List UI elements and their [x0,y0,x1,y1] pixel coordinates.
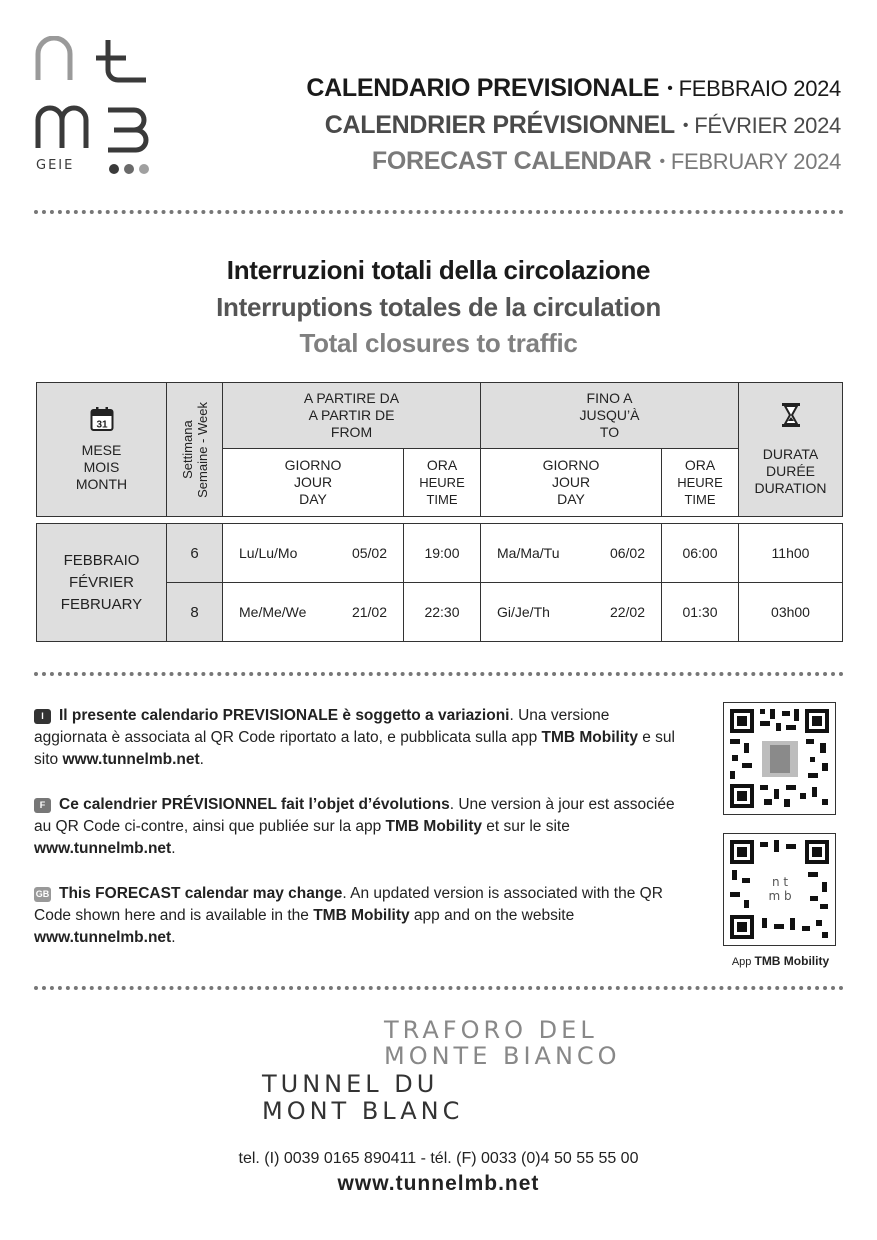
note-en-bold: This FORECAST calendar may change [59,885,343,902]
note-en-app: TMB Mobility [313,907,410,924]
from-header-it: A PARTIRE DA [303,390,400,406]
badge-fr: F [34,798,51,813]
to-time-cell: 06:00 [662,524,739,583]
dotted-divider [34,986,844,990]
note-fr-text2: et sur le site [481,818,570,835]
to-header-en: TO [599,424,620,440]
from-time-header [404,449,481,517]
time-header-en: TIME [426,492,458,507]
to-header-it: FINO A [586,390,633,406]
to-header-cell [481,383,739,449]
header-en-title: FORECAST CALENDAR [371,147,652,175]
brand-line-1: TRAFORO DEL [384,1016,598,1044]
time-header-fr: HEURE [677,475,723,490]
from-day: Me/Me/We [239,603,307,620]
note-fr-site-link[interactable]: www.tunnelmb.net [34,840,172,857]
table-row [37,524,843,583]
time-header-it: ORA [684,457,716,473]
month-it: FEBBRAIO [63,551,140,569]
header-bullet: • [682,117,689,134]
from-header-en: FROM [330,424,373,440]
to-day: Ma/Ma/Tu [497,544,560,561]
from-time-cell: 19:00 [404,524,481,583]
duration-cell: 03h00 [739,583,843,642]
geie-label: GEIE [36,158,75,173]
to-time-header [662,449,739,517]
duration-header-it: DURATA [762,446,819,462]
app-name: TMB Mobility [754,954,830,968]
month-cell [37,524,167,642]
duration-header-en: DURATION [754,480,827,496]
duration-cell: 11h00 [739,524,843,583]
day-header-fr: JOUR [293,474,333,490]
header-title-fr [325,111,841,140]
note-fr-text: . Une version à jour est associée au QR Code ci-contre, ainsi que publiée sur la app [34,796,675,835]
from-day-cell [223,524,404,583]
from-header-fr: A PARTIR DE [308,407,395,423]
to-time-cell: 01:30 [662,583,739,642]
day-header-it: GIORNO [284,457,342,473]
header-it-period: FEBBRAIO 2024 [678,76,841,101]
from-day-header [223,449,404,517]
header-fr-period: FÉVRIER 2024 [694,113,841,138]
badge-it: I [34,709,51,724]
time-header-fr: HEURE [419,475,465,490]
badge-en: GB [34,887,51,902]
dotted-divider [34,672,844,676]
footer-website-link[interactable]: www.tunnelmb.net [337,1172,540,1195]
note-it-text2: e sul sito [34,729,676,768]
note-en-text: . An updated version is associated with the QR Code shown here and is available in the [34,885,663,924]
time-header-en: TIME [684,492,716,507]
month-fr: FÉVRIER [68,573,134,591]
duration-header-cell [739,383,843,517]
header-en-period: FEBRUARY 2024 [670,149,841,174]
month-header-it: MESE [81,442,122,458]
header-bullet: • [659,153,665,170]
note-fr-bold: Ce calendrier PRÉVISIONNEL fait l’objet d’évolutions [59,796,450,813]
svg-text:n t: n t [771,875,789,889]
qr-code-web[interactable] [723,702,836,815]
to-day-cell [481,524,662,583]
brand-line-3: TUNNEL DU [262,1070,439,1098]
from-header-cell [223,383,481,449]
ntmb-logo-icon [34,36,154,176]
note-en-end: . [171,929,176,946]
closures-table [36,523,843,642]
day-header-fr: JOUR [551,474,591,490]
note-en [34,883,684,949]
header-fr-title: CALENDRIER PRÉVISIONNEL [324,111,675,139]
to-date: 06/02 [609,544,645,561]
section-title-en: Total closures to traffic [299,328,578,358]
note-fr-end: . [171,840,176,857]
header-it-title: CALENDARIO PREVISIONALE [306,74,660,102]
table-header [36,382,843,517]
week-header-it: Settimana [179,420,195,479]
header-title-en [372,147,841,176]
note-fr [34,794,684,860]
to-day-header [481,449,662,517]
note-it [34,705,684,771]
month-header-en: MONTH [75,476,128,492]
duration-header-fr: DURÉE [765,463,815,479]
to-date: 22/02 [609,603,645,620]
header-bullet: • [667,80,673,97]
week-header-fr-en: Semaine - Week [194,401,210,498]
day-header-en: DAY [299,491,327,507]
qr-code-icon [724,834,835,945]
from-time-cell: 22:30 [404,583,481,642]
from-date: 21/02 [351,603,387,620]
time-header-it: ORA [426,457,458,473]
month-header-fr: MOIS [83,459,120,475]
note-it-text: . Una versione aggiornata è associata al QR Code riportato a lato, e pubblicata sulla app [34,707,610,746]
from-day: Lu/Lu/Mo [239,544,298,561]
week-header-cell [167,383,223,517]
month-header-cell [37,383,167,517]
dotted-divider [34,210,844,214]
note-it-end: . [199,751,204,768]
section-title-fr: Interruptions totales de la circulation [216,292,661,322]
qr-code-app[interactable] [723,833,836,946]
note-it-app: TMB Mobility [541,729,638,746]
note-it-bold: Il presente calendario PREVISIONALE è soggetto a variazioni [59,707,510,724]
hourglass-icon [781,402,801,428]
app-label [723,954,838,968]
footer-phone: tel. (I) 0039 0165 890411 - tél. (F) 0033 (0)4 50 55 55 00 [238,1150,639,1167]
from-date: 05/02 [351,544,387,561]
qr-code-icon [724,703,835,814]
section-title-it: Interruzioni totali della circolazione [226,255,651,285]
header-title-it [306,74,841,103]
to-day: Gi/Je/Th [497,603,550,620]
week-cell: 8 [167,583,223,642]
to-header-fr: JUSQU’À [579,407,640,423]
note-fr-app: TMB Mobility [385,818,482,835]
month-en: FEBRUARY [60,595,143,613]
week-cell: 6 [167,524,223,583]
week-header-text [180,402,210,498]
calendar-icon [90,406,114,432]
app-prefix: App [731,956,752,968]
day-header-en: DAY [557,491,585,507]
svg-text:m b: m b [768,889,792,903]
from-day-cell [223,583,404,642]
note-en-site-link[interactable]: www.tunnelmb.net [34,929,172,946]
note-it-site-link[interactable]: www.tunnelmb.net [62,751,200,768]
note-en-text2: app and on the website [409,907,575,924]
brand-line-2: MONTE BIANCO [384,1042,621,1070]
brand-line-4: MONT BLANC [262,1097,464,1125]
ntmb-logo [34,36,154,176]
day-header-it: GIORNO [542,457,600,473]
to-day-cell [481,583,662,642]
svg-text:31: 31 [95,419,108,431]
